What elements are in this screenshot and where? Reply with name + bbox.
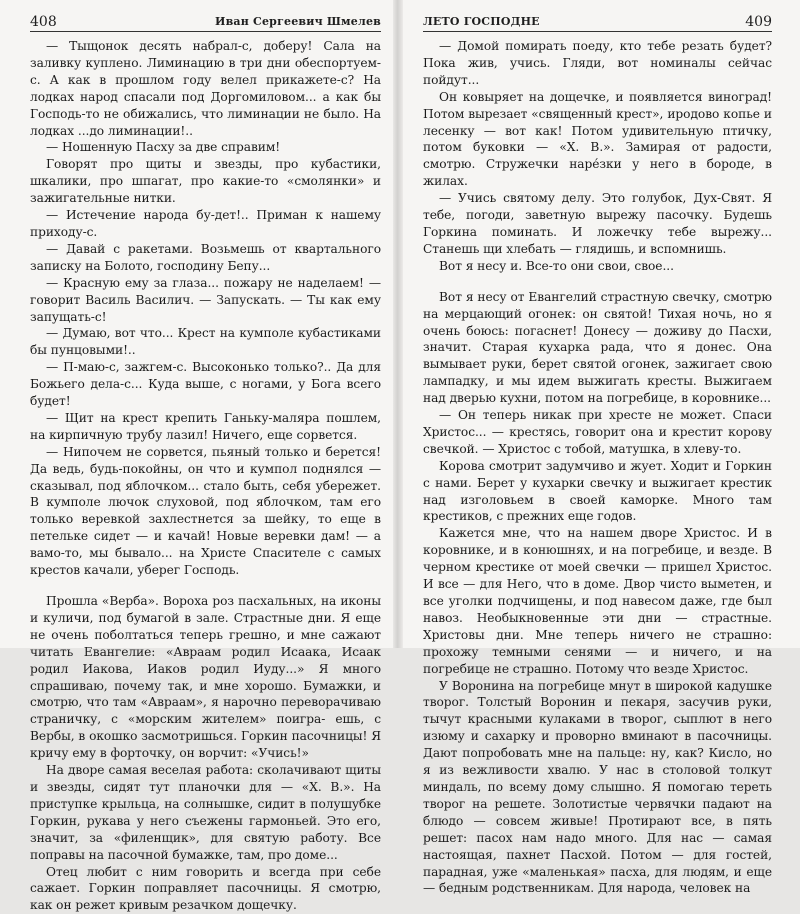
right-page-header (423, 14, 772, 32)
paragraph: Вот я несу и. Все-то они свои, свое... (423, 258, 772, 275)
book-gutter (393, 0, 403, 648)
paragraph: Он ковыряет на дощечке, и появляется виноград! Потом вырезает «священный крест», иродово копье и лесенку — вот как! Потом удивительную птичку, потом буковки — «Х. В.». Замирая от радости, смотрю. Стружечки наре́зки у него в бороде, в жилах. (423, 89, 772, 190)
paragraph: — Тыщонок десять набрал-с, доберу! Сала на заливку куплено. Лиминацию в три дни обеспортуем-с. А как в прошлом году велел прикажете-с? На лодках народ спасали под Доргомиловом... а как бы Господь-то не обижались, что лиминации не было. На лодках ...до лиминации!.. (30, 38, 381, 139)
paragraph: Отец любит с ним говорить и всегда при себе сажает. Горкин поправляет пасочницы. Я смотрю, как он режет кривым резачком дощечку. (30, 864, 381, 914)
right-running-head: ЛЕТО ГОСПОДНЕ (423, 15, 540, 28)
paragraph: — Нипочем не сорвется, пьяный только и берется! Да ведь, будь-покойны, он что и кумпол поднялся — сказывал, под яблочком... стало быть, себя убережет. В кумполе лючок слуховой, под яблочком, там его только веревкой захлестнется за шейку, то еще в петельке сидет — и качай! Новые веревки дам! — а вамо-то, мы бывало... на Христе Спасителе с самых крестов качали, уберег Господь. (30, 444, 381, 579)
left-page-header (30, 14, 381, 32)
paragraph: — Он теперь никак при хресте не может. Спаси Христос... — крестясь, говорит она и крестит корову свечкой. — Христос с тобой, матушка, в хлеву-то. (423, 407, 772, 458)
right-page (403, 0, 800, 648)
paragraph: У Воронина на погребице мнут в широкой кадушке творог. Толстый Воронин и пекаря, засучив руки, тычут красными кулаками в творог, сыплют в него изюму и сахарку и проворно вминают в пасочницы. Дают попробовать мне на пальце: ну, как? Кисло, но я из вежливости хвалю. У нас в столовой толкут миндаль, по всему дому слышно. Я помогаю тереть творог на решете. Золотистые червячки падают на блюдо — совсем живые! Протирают все, в пять решет: пасох нам надо много. Для нас — самая настоящая, пахнет Пасхой. Потом — для гостей, парадная, уже «маленькая» пасха, для людям, и еще — бедным родственникам. Для народа, человек на (423, 678, 772, 898)
paragraph: — Учись святому делу. Это голубок, Дух-Свят. Я тебе, погоди, заветную вырежу пасочку. Будешь Горкина поминать. И ложечку тебе вырежу... Станешь щи хлебать — глядишь, и вспомнишь. (423, 190, 772, 258)
left-page-number: 408 (30, 14, 57, 30)
left-page-body (30, 38, 381, 914)
paragraph: Вот я несу от Евангелий страстную свечку, смотрю на мерцающий огонек: он святой! Тихая ночь, но я очень боюсь: погаснет! Донесу — доживу до Пасхи, значит. Старая кухарка рада, что я донес. Она вымывает руки, берет святой огонек, зажигает свою лампадку, и мы идем выжигать кресты. Выжигаем над дверью кухни, потом на погребице, в коровнике... (423, 289, 772, 407)
paragraph: — Домой помирать поеду, кто тебе резать будет? Пока жив, учись. Гляди, вот номиналы сейчас пойдут... (423, 38, 772, 89)
paragraph: — Красную ему за глаза... пожару не наделаем! — говорит Василь Василич. — Запускать. — Ты как ему запущать-с! (30, 275, 381, 326)
left-page (0, 0, 393, 648)
paragraph: — Ношенную Пасху за две справим! (30, 139, 381, 156)
paragraph: Говорят про щиты и звезды, про кубастики, шкалики, про шпагат, про какие-то «смолянки» и зажигательные нитки. (30, 156, 381, 207)
paragraph: — Истечение народа бу-дет!.. Приман к нашему приходу-с. (30, 207, 381, 241)
section-break (30, 579, 381, 593)
paragraph: Корова смотрит задумчиво и жует. Ходит и Горкин с нами. Берет у кухарки свечку и выжигает крестик над изголовьем в своей каморке. Много там крестиков, с прежних еще годов. (423, 458, 772, 526)
right-page-body (423, 38, 772, 897)
paragraph: — Думаю, вот что... Крест на кумполе кубастиками бы пунцовыми!.. (30, 325, 381, 359)
section-break (423, 275, 772, 289)
paragraph: — П-маю-с, зажгем-с. Высоконько только?.. Да для Божьего дела-с... Куда выше, с ногами, у Бога всего будет! (30, 359, 381, 410)
right-page-number: 409 (745, 14, 772, 30)
paragraph: — Давай с ракетами. Возьмешь от квартального записку на Болото, господину Бепу... (30, 241, 381, 275)
paragraph: Прошла «Верба». Вороха роз пасхальных, на иконы и куличи, под бумагой в зале. Страстные дни. Я еще не очень поболтаться теперь грешно, и мне сажают читать Евангелие: «Авраам родил Исаака, Исаак родил Иакова, Иаков родил Иуду...» Я много спрашиваю, почему так, и мне хорошо. Бумажки, и смотрю, что там «Авраам», я нарочно переворачиваю страничку, с «морским жителем» поигра- ешь, с Вербы, в окошко засмотришься. Горкин пасочницы! Я кричу ему в форточку, он ворчит: «Учись!» (30, 593, 381, 762)
paragraph: На дворе самая веселая работа: сколачивают щиты и звезды, сидят тут планочки для — «Х. В.». На приступке крыльца, на солнышке, сидит в полушубке Горкин, рукава у него съежены гармоньей. Это его, значит, за «филенщик», для святую работу. Все поправы на пасочной бумажке, там, про доме... (30, 762, 381, 863)
paragraph: — Щит на крест крепить Ганьку-маляра пошлем, на кирпичную трубу лазил! Ничего, еще сорвется. (30, 410, 381, 444)
left-running-head: Иван Сергеевич Шмелев (215, 15, 381, 28)
paragraph: Кажется мне, что на нашем дворе Христос. И в коровнике, и в конюшнях, и на погребице, и везде. В черном крестике от моей свечки — пришел Христос. И все — для Него, что в доме. Двор чисто выметен, и все уголки подчищены, и под навесом даже, где был навоз. Необыкновенные эти дни — страстные. Христовы дни. Мне теперь ничего не страшно: прохожу темными сенями — и ничего, и на погребице не страшно. Потому что везде Христос. (423, 525, 772, 677)
